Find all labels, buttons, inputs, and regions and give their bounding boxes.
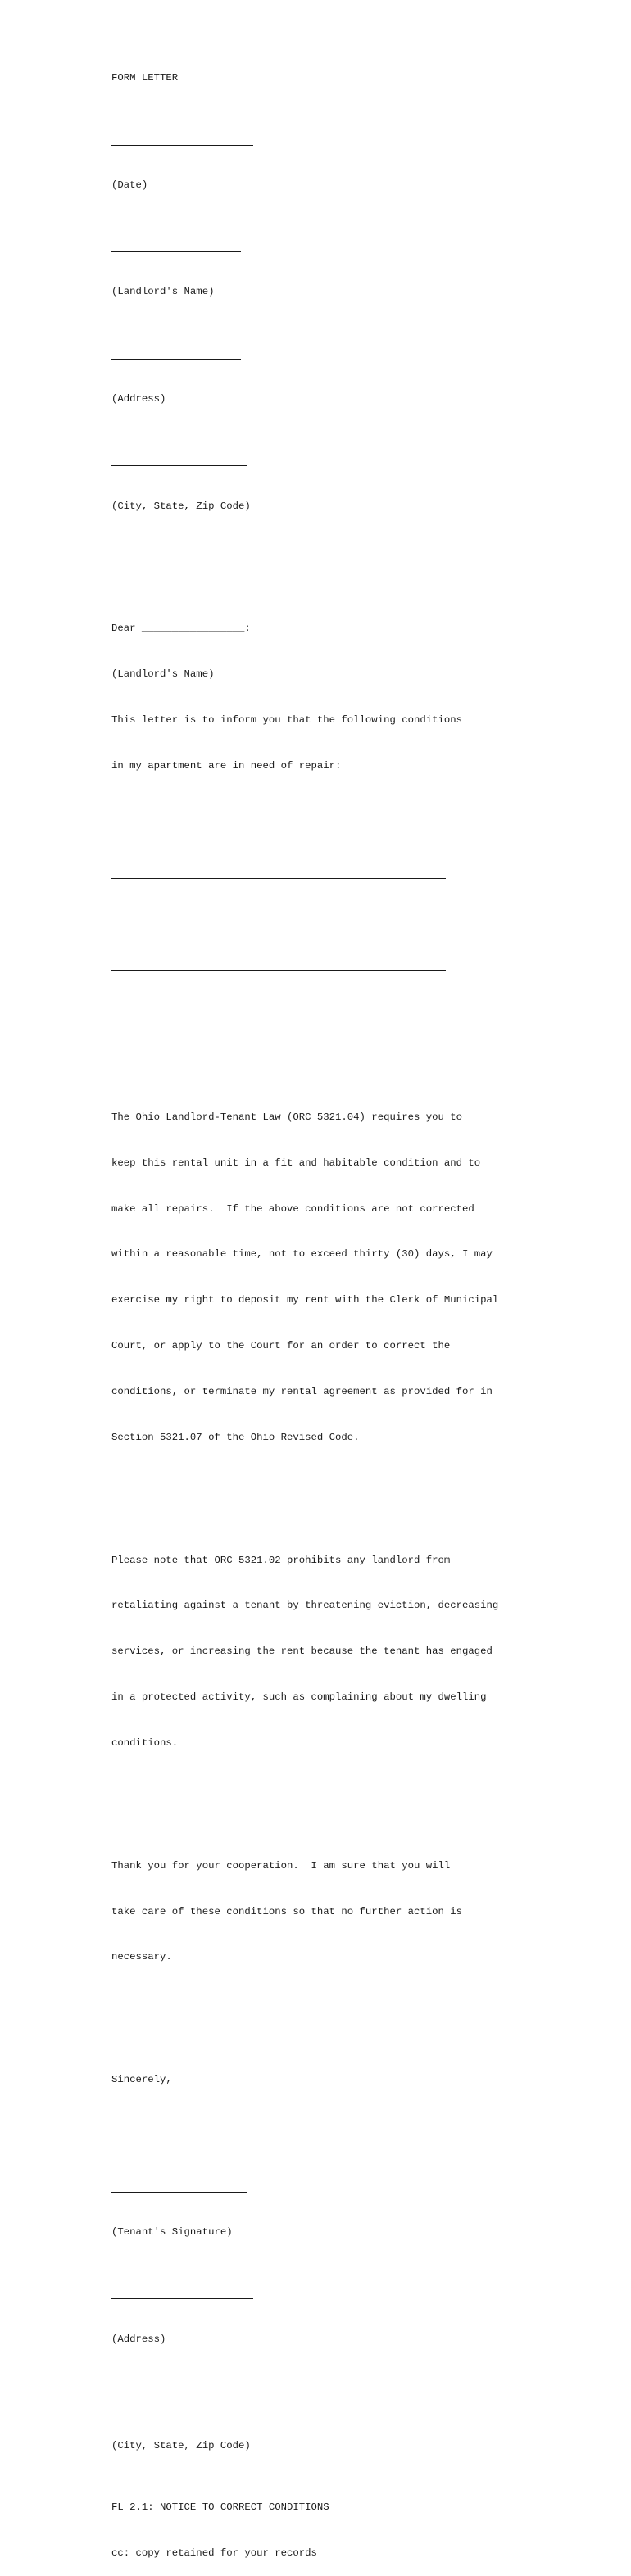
date-blank-line — [111, 132, 603, 147]
form-letter-document — [111, 40, 603, 2576]
law-paragraph-line: make all repairs. If the above conditions are not corrected — [111, 1202, 474, 1215]
tenant-address-label: (Address) — [111, 2333, 166, 2345]
city-state-zip-blank-line — [111, 453, 603, 469]
retaliation-paragraph-line: Please note that ORC 5321.02 prohibits any landlord from — [111, 1554, 451, 1566]
retaliation-paragraph-line: retaliating against a tenant by threatening eviction, decreasing — [111, 1600, 499, 1612]
signature-blank-line — [111, 2179, 603, 2194]
tenant-address-blank-line — [111, 2286, 603, 2302]
date-label: (Date) — [111, 179, 148, 191]
retaliation-paragraph-line: conditions. — [111, 1737, 179, 1750]
landlord-name-label: (Landlord's Name) — [111, 286, 215, 298]
landlord-name-blank-line — [111, 238, 603, 254]
form-heading: FORM LETTER — [111, 72, 179, 84]
intro-line-2: in my apartment are in need of repair: — [111, 759, 342, 772]
salutation-label: (Landlord's Name) — [111, 668, 215, 680]
address-blank-line — [111, 346, 603, 361]
law-paragraph-line: Court, or apply to the Court for an order to correct the — [111, 1340, 451, 1352]
cc-note: cc: copy retained for your records — [111, 2547, 317, 2559]
form-code: FL 2.1: NOTICE TO CORRECT CONDITIONS — [111, 2501, 329, 2513]
law-paragraph-line: Section 5321.07 of the Ohio Revised Code. — [111, 1432, 360, 1444]
repair-blank-line-3 — [111, 1048, 603, 1064]
address-label: (Address) — [111, 393, 166, 405]
law-paragraph-line: within a reasonable time, not to exceed thirty (30) days, I may — [111, 1248, 493, 1261]
closing: Sincerely, — [111, 2073, 172, 2085]
salutation: Dear _________________: — [111, 622, 251, 634]
law-paragraph-line: conditions, or terminate my rental agreement as provided for in — [111, 1386, 493, 1398]
law-paragraph-line: exercise my right to deposit my rent with the Clerk of Municipal — [111, 1294, 499, 1306]
thanks-paragraph-line: Thank you for your cooperation. I am sure that you will — [111, 1859, 451, 1872]
law-paragraph-line: The Ohio Landlord-Tenant Law (ORC 5321.04) requires you to — [111, 1111, 463, 1123]
retaliation-paragraph-line: services, or increasing the rent because the tenant has engaged — [111, 1646, 493, 1658]
thanks-paragraph-line: take care of these conditions so that no further action is — [111, 1905, 463, 1917]
repair-blank-line-2 — [111, 957, 603, 972]
thanks-paragraph-line: necessary. — [111, 1951, 172, 1963]
tenant-signature-label: (Tenant's Signature) — [111, 2226, 233, 2239]
repair-blank-line-1 — [111, 865, 603, 881]
law-paragraph-line: keep this rental unit in a fit and habitable condition and to — [111, 1157, 481, 1169]
retaliation-paragraph-line: in a protected activity, such as complaining about my dwelling — [111, 1691, 487, 1704]
tenant-city-state-zip-label: (City, State, Zip Code) — [111, 2440, 251, 2452]
intro-line-1: This letter is to inform you that the following conditions — [111, 713, 463, 726]
tenant-city-state-zip-blank-line — [111, 2393, 603, 2408]
city-state-zip-label: (City, State, Zip Code) — [111, 500, 251, 512]
